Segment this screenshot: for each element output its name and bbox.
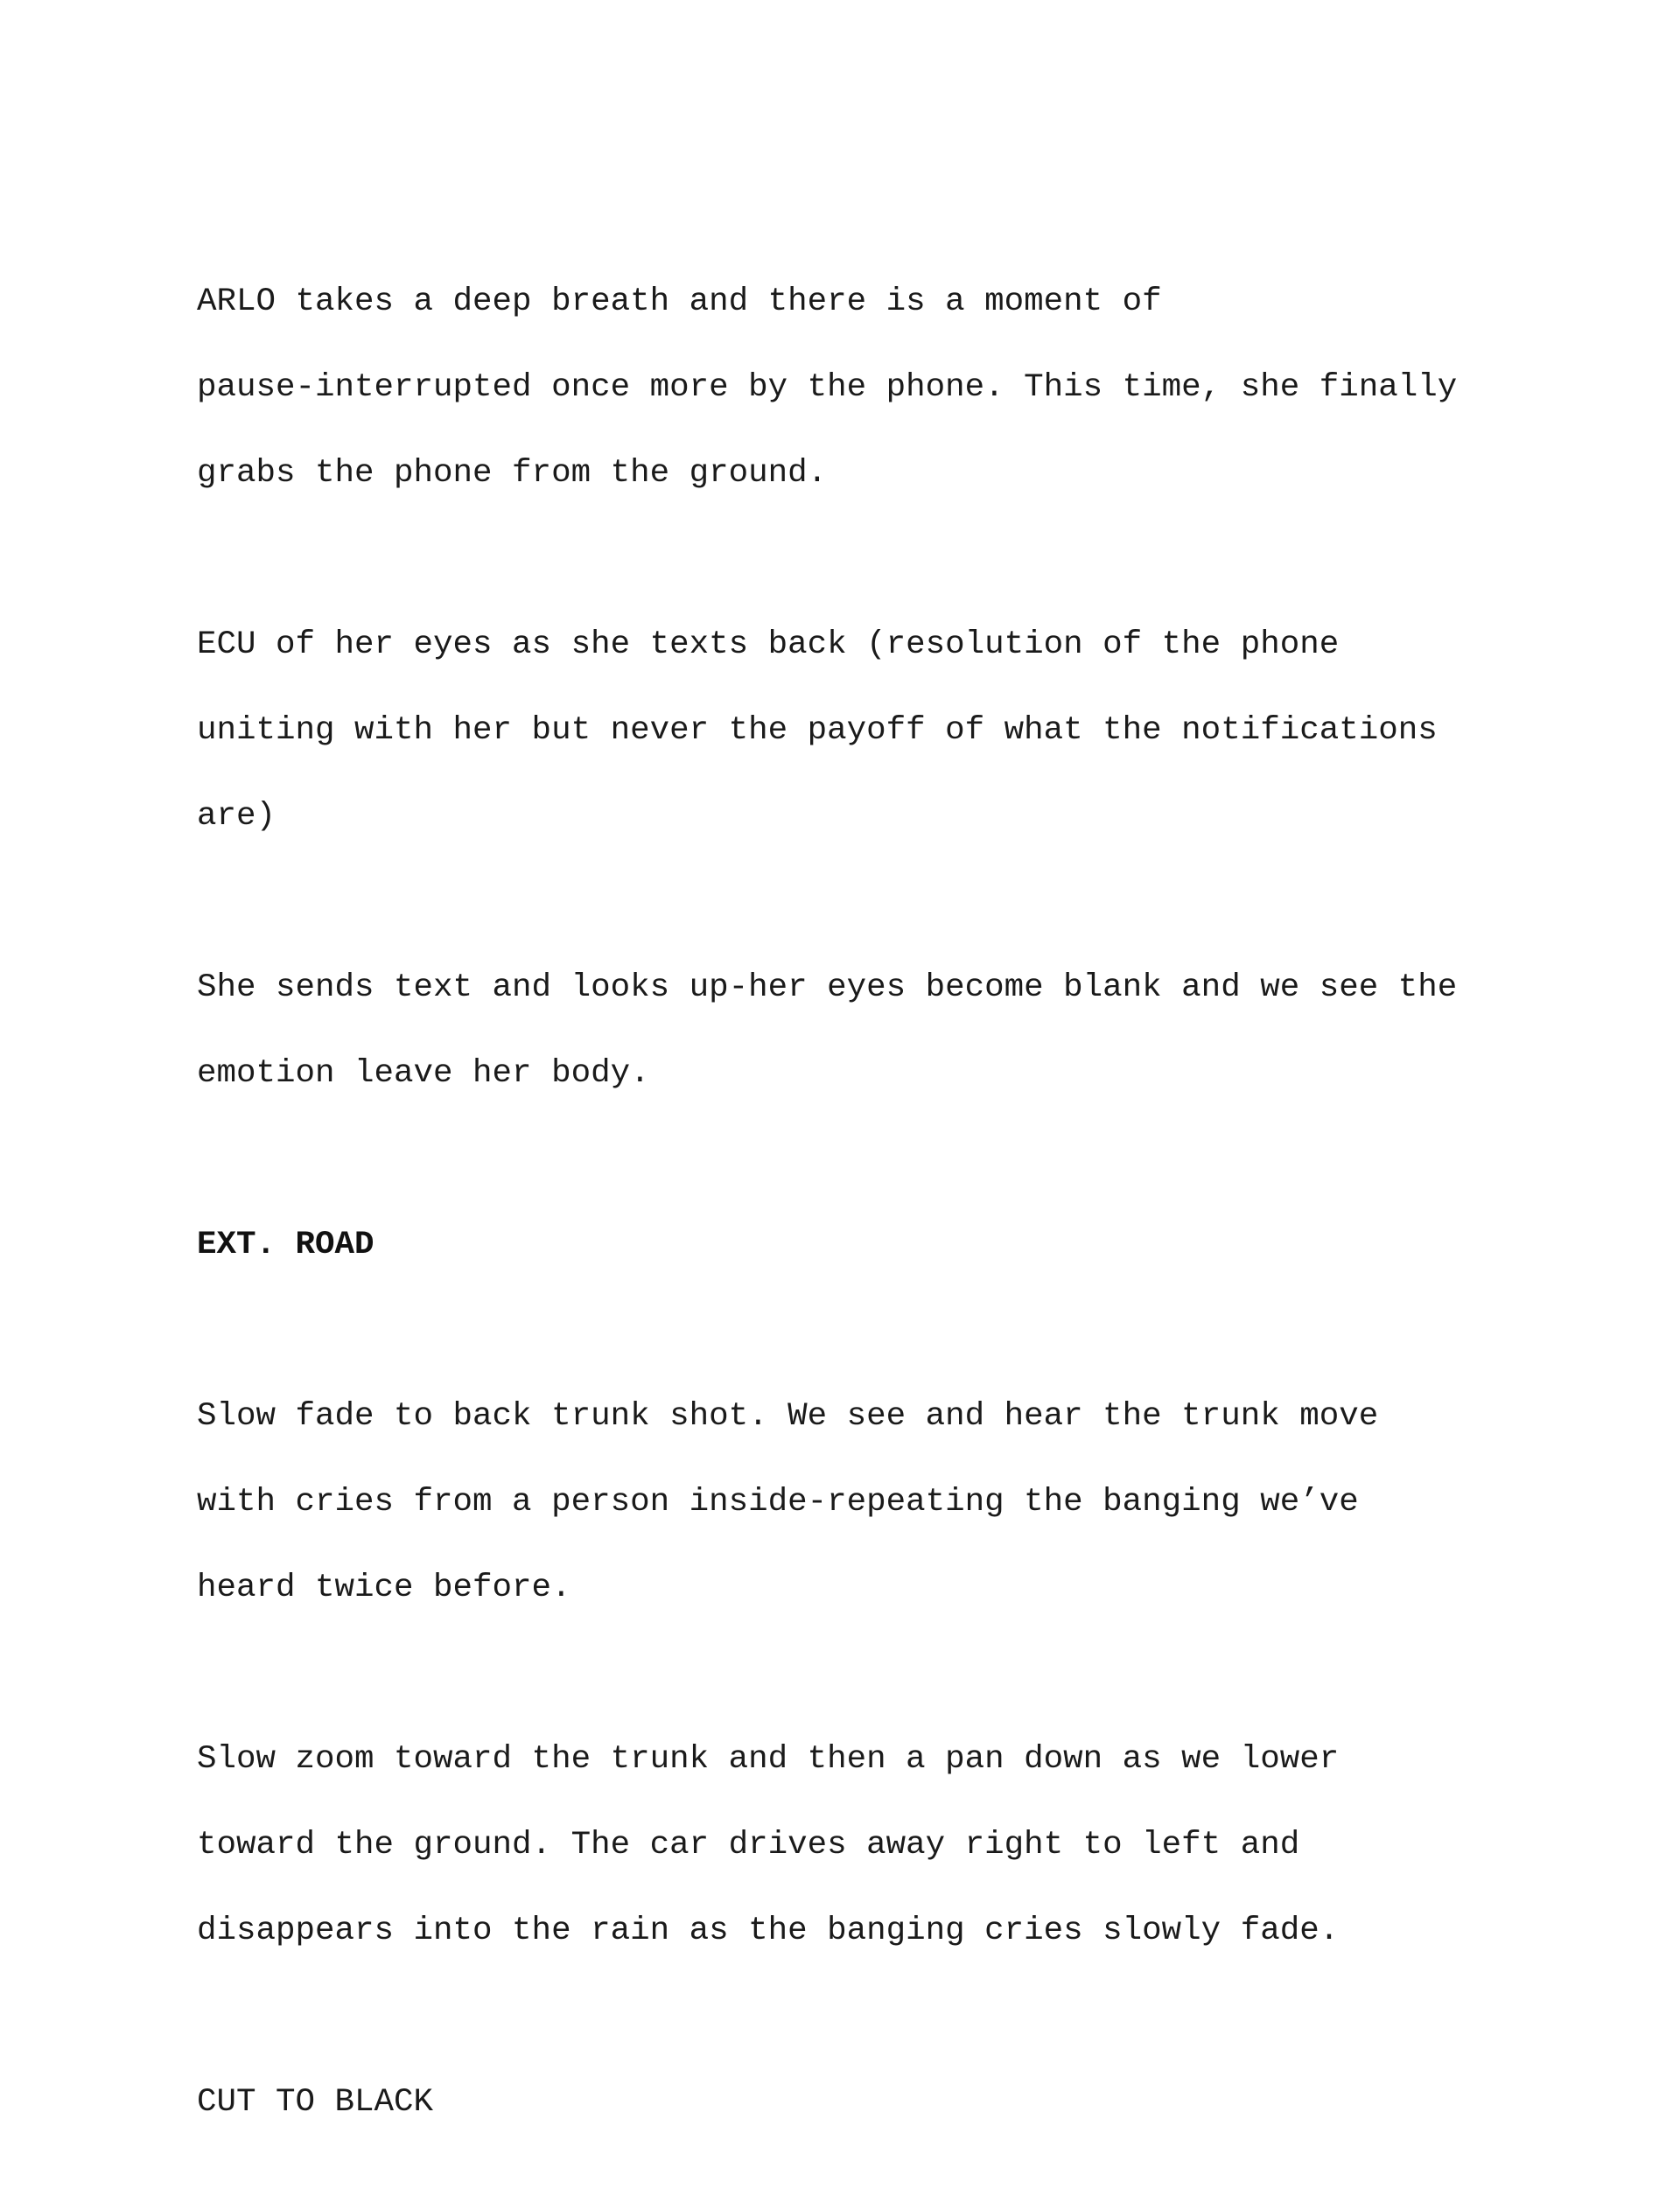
text-line: are) [197, 798, 276, 835]
text-line: emotion leave her body. [197, 1055, 650, 1092]
action-paragraph-arlo-breath [197, 238, 1509, 538]
action-paragraph-trunk-shot [197, 1353, 1509, 1653]
action-paragraph-ecu-eyes [197, 581, 1509, 881]
text-line: Slow zoom toward the trunk and then a pan down as we lower [197, 1741, 1340, 1778]
scene-heading [197, 1181, 1509, 1310]
action-paragraph-sends-text [197, 924, 1509, 1138]
script-body [197, 238, 1509, 2210]
text-line: pause-interrupted once more by the phone. This time, she finally [197, 369, 1458, 406]
text-line: with cries from a person inside-repeating the banging we’ve [197, 1484, 1359, 1521]
text-line: ECU of her eyes as she texts back (resolution of the phone [197, 626, 1340, 663]
transition-text: CUT TO BLACK [197, 2084, 434, 2121]
transition [197, 2039, 1509, 2167]
action-paragraph-slow-zoom [197, 1696, 1509, 1996]
text-line: heard twice before. [197, 1570, 571, 1606]
text-line: toward the ground. The car drives away right to left and [197, 1827, 1300, 1864]
text-line: uniting with her but never the payoff of what the notifications [197, 712, 1438, 749]
text-line: Slow fade to back trunk shot. We see and hear the trunk move [197, 1398, 1379, 1435]
text-line: She sends text and looks up-her eyes become blank and we see the [197, 969, 1458, 1006]
scene-heading-text: EXT. ROAD [197, 1227, 374, 1263]
text-line: ARLO takes a deep breath and there is a moment of [197, 283, 1162, 320]
text-line: grabs the phone from the ground. [197, 455, 828, 492]
text-line: disappears into the rain as the banging cries slowly fade. [197, 1913, 1340, 1949]
